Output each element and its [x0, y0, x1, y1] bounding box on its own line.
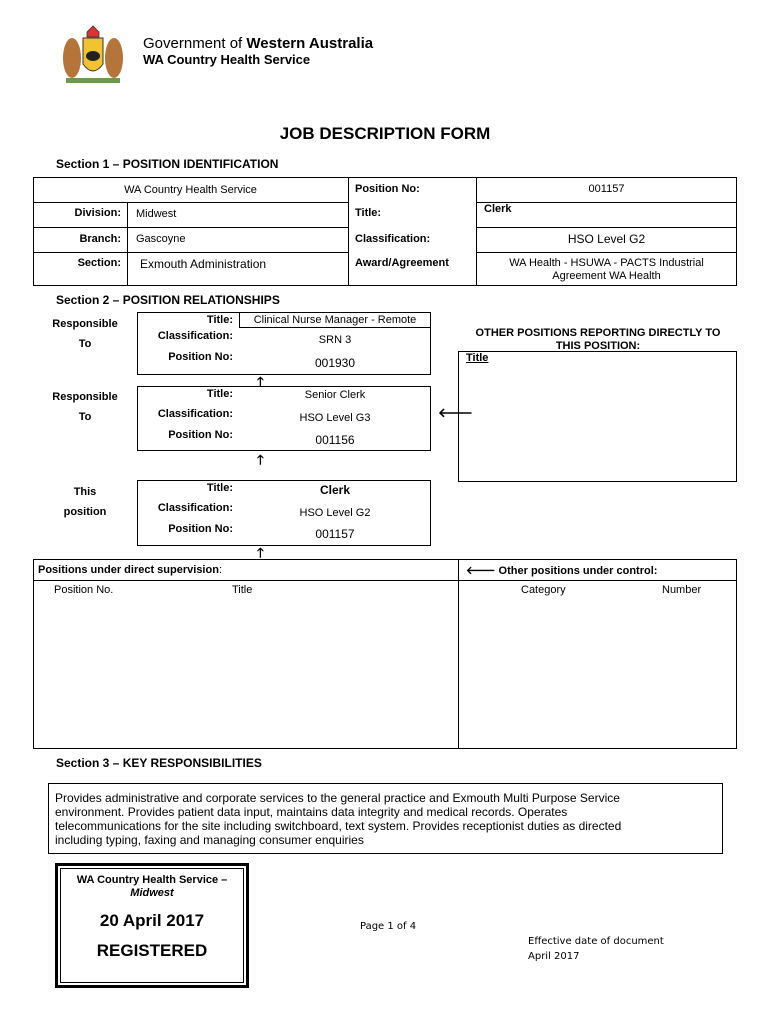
section-label: Section:: [77, 257, 121, 269]
position-word: position: [63, 506, 107, 518]
box3-classification: HSO Level G2: [299, 507, 371, 519]
government-name: [143, 35, 373, 52]
section-value: Exmouth Administration: [140, 257, 267, 271]
box2-title-label: Title:: [206, 388, 233, 400]
branch-label: Branch:: [79, 233, 121, 245]
arrow-up-icon: 🡑: [257, 374, 264, 389]
box2-classification: HSO Level G3: [299, 412, 371, 424]
stamp-line1: WA Country Health Service –: [76, 874, 228, 886]
arrow-up-icon: 🡑: [257, 545, 264, 560]
box2-position-no: 001156: [315, 433, 355, 447]
agency-name: WA Country Health Service: [143, 52, 311, 67]
box2-classification-label: Classification:: [157, 408, 233, 420]
classification-value: HSO Level G2: [567, 232, 646, 246]
coat-of-arms-logo: [56, 24, 130, 86]
box2-title: Senior Clerk: [304, 389, 366, 401]
responsible-word-2: Responsible: [52, 391, 118, 403]
box1-position-no: 001930: [314, 356, 356, 370]
responsibilities-line1: Provides administrative and corporate services to the general practice and Exmouth Multi Purpose Service: [55, 791, 620, 805]
award-value-line1: WA Health - HSUWA - PACTS Industrial: [509, 257, 704, 269]
title-label: Title:: [355, 207, 382, 219]
supervision-label-colon: :: [218, 564, 222, 576]
division-value: Midwest: [136, 208, 177, 220]
section2-heading: Section 2 – POSITION RELATIONSHIPS: [56, 293, 280, 307]
other-positions-heading-line1: OTHER POSITIONS REPORTING DIRECTLY TO: [475, 327, 721, 339]
stamp-status: REGISTERED: [96, 941, 208, 960]
branch-value: Gascoyne: [136, 233, 186, 245]
other-positions-box: [458, 351, 737, 482]
classification-label: Classification:: [355, 233, 431, 245]
box1-position-no-label: Position No:: [168, 351, 233, 363]
government-prefix: Government of: [143, 35, 243, 52]
control-col-category: Category: [521, 584, 566, 596]
other-positions-title-col: Title: [466, 352, 489, 364]
supervision-col-title: Title: [232, 584, 253, 596]
supervision-col-position-no: Position No.: [54, 584, 114, 596]
box2-position-no-label: Position No:: [168, 429, 233, 441]
control-col-number: Number: [662, 584, 702, 596]
supervision-label: [38, 564, 222, 576]
box3-classification-label: Classification:: [157, 502, 233, 514]
page-number: Page 1 of 4: [360, 921, 417, 932]
responsibilities-line2: environment. Provides patient data input, maintains data integrity and medical records. Operates: [55, 805, 568, 819]
responsible-word-1: Responsible: [52, 318, 118, 330]
box3-title-label: Title:: [206, 482, 233, 494]
arrow-left-icon: 🡐: [438, 405, 473, 420]
stamp-date: 20 April 2017: [99, 911, 205, 930]
box1-classification: SRN 3: [318, 334, 352, 346]
box3-position-no: 001157: [315, 527, 355, 541]
award-value-line2: Agreement WA Health: [552, 270, 661, 282]
effective-date-label: Effective date of document: [528, 936, 664, 947]
government-state: Western Australia: [246, 35, 374, 52]
title-value: Clerk: [484, 203, 512, 215]
box1-title: Clinical Nurse Manager - Remote: [253, 314, 417, 326]
other-positions-heading-line2: THIS POSITION:: [555, 340, 641, 352]
division-label: Division:: [74, 207, 121, 219]
arrow-up-icon: 🡑: [257, 452, 264, 467]
to-word-1: To: [78, 338, 92, 350]
page-title: JOB DESCRIPTION FORM: [279, 124, 491, 143]
box3-position-no-label: Position No:: [168, 523, 233, 535]
responsibilities-line3: telecommunications for the site including switchboard, text system. Provides receptionist duties as directed: [55, 819, 622, 833]
box1-title-label: Title:: [206, 314, 233, 326]
to-word-2: To: [78, 411, 92, 423]
supervision-label-text: Positions under direct supervision: [38, 564, 219, 576]
box1-classification-label: Classification:: [157, 330, 233, 342]
award-label: Award/Agreement: [355, 257, 449, 269]
section3-heading: Section 3 – KEY RESPONSIBILITIES: [56, 756, 262, 770]
position-no-label: Position No:: [355, 183, 420, 195]
effective-date-value: April 2017: [528, 951, 580, 962]
section1-heading: Section 1 – POSITION IDENTIFICATION: [56, 157, 279, 171]
stamp-line2: Midwest: [130, 887, 174, 899]
box3-title: Clerk: [319, 483, 351, 497]
position-no-value: 001157: [588, 183, 625, 195]
other-control-label: 🡐 Other positions under control:: [466, 565, 658, 577]
this-word: This: [73, 486, 97, 498]
org-name: WA Country Health Service: [124, 184, 257, 196]
supervision-table: [33, 559, 737, 749]
responsibilities-line4: including typing, faxing and managing consumer enquiries: [55, 833, 364, 847]
